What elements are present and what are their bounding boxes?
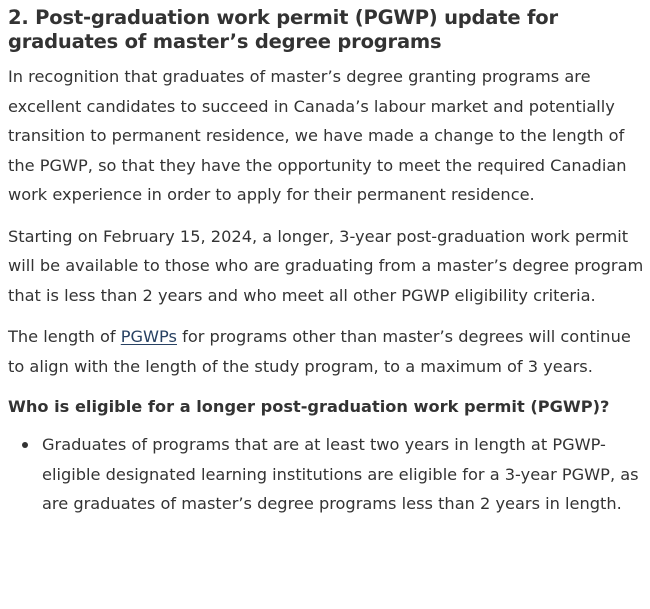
paragraph-recognition: In recognition that graduates of master’s degree granting programs are excellent candidates to succeed in Canada’s labour market and potentially transition to permanent residence, we have made a change to the length of the PGWP, so that they have the opportunity to meet the required Canadian work experience in order to apply for their permanent residence. [8,67,627,204]
paragraph-text-before-link: The length of [8,327,121,346]
paragraph-start-date: Starting on February 15, 2024, a longer, 3-year post-graduation work permit will be available to those who are graduating from a master’s degree program that is less than 2 years and who meet all other PGWP eligibility criteria. [8,226,644,305]
list-item [42,430,646,519]
faq-answer-list [8,430,646,519]
section-heading: 2. Post-graduation work permit (PGWP) update for graduates of master’s degree programs [8,6,558,53]
paragraph-text-after-link: for programs other than master’s degrees will continue to align with the length of the study program, to a maximum of 3 years. [8,327,631,376]
pgwps-link[interactable]: PGWPs [120,327,177,346]
list-item-text: Graduates of programs that are at least two years in length at PGWP-eligible designated learning institutions are eligible for a 3-year PGWP, as are graduates of master’s degree programs less than 2 years in length. [42,435,639,513]
paragraph-pgwp-length [8,322,646,381]
bullet-icon [22,442,28,448]
faq-question-heading: Who is eligible for a longer post-graduation work permit (PGWP)? [8,397,610,416]
